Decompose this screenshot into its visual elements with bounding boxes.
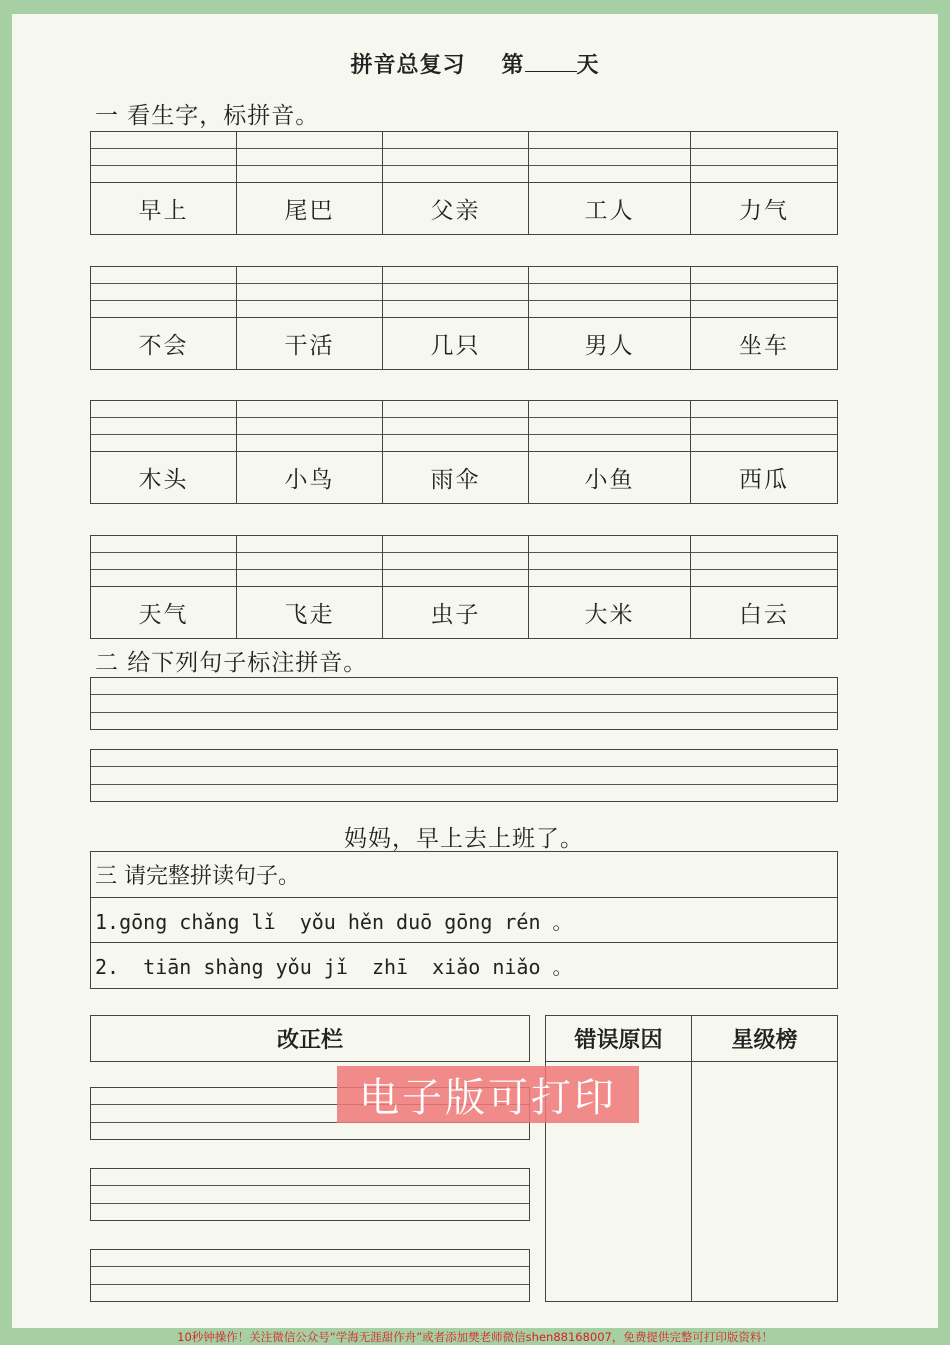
hanzi-word: 尾巴: [284, 198, 335, 224]
hanzi-word: 小鱼: [584, 467, 635, 493]
grid-cell[interactable]: [91, 132, 237, 234]
hanzi-word: 工人: [584, 198, 635, 224]
hanzi-word: 大米: [584, 602, 635, 628]
hanzi-word: 力气: [739, 198, 789, 224]
grid-cell[interactable]: [529, 536, 691, 638]
writing-lines-1[interactable]: [90, 677, 838, 730]
page-title: [0, 48, 950, 79]
grid-cell[interactable]: [691, 536, 837, 638]
grid-cell[interactable]: [91, 267, 237, 369]
grid-cell[interactable]: [529, 132, 691, 234]
section1-heading: 一 看生字，标拼音。: [95, 103, 320, 129]
correction-header: 改正栏: [90, 1015, 530, 1062]
pinyin-grid-2: [90, 266, 838, 370]
day-blank[interactable]: [525, 54, 577, 72]
hanzi-word: 天气: [138, 602, 189, 628]
section3-heading-row: [91, 852, 837, 898]
grid-cell[interactable]: [91, 401, 237, 503]
star-rating-header: 星级榜: [692, 1016, 837, 1062]
hanzi-word: 男人: [584, 333, 635, 359]
correction-lines-3[interactable]: [90, 1249, 530, 1302]
star-rating-column[interactable]: [692, 1016, 837, 1301]
hanzi-word: 坐车: [739, 333, 789, 359]
hanzi-word: 雨伞: [430, 467, 481, 493]
grid-cell[interactable]: [237, 401, 383, 503]
grid-cell[interactable]: [383, 267, 529, 369]
sentence-to-annotate: 妈妈，早上去上班了。: [344, 826, 584, 852]
grid-cell[interactable]: [383, 132, 529, 234]
correction-lines-2[interactable]: [90, 1168, 530, 1221]
hanzi-word: 西瓜: [739, 467, 789, 493]
hanzi-word: 白云: [739, 602, 789, 628]
title-day-suffix: 天: [576, 53, 600, 78]
pinyin-sentence-row: [91, 898, 837, 944]
hanzi-word: 小鸟: [284, 467, 335, 493]
hanzi-word: 干活: [284, 333, 335, 359]
writing-lines-2[interactable]: [90, 749, 838, 802]
hanzi-word: 木头: [138, 467, 189, 493]
grid-cell[interactable]: [237, 536, 383, 638]
printable-watermark: 电子版可打印: [337, 1066, 639, 1123]
grid-cell[interactable]: [383, 401, 529, 503]
grid-cell[interactable]: [691, 132, 837, 234]
pinyin-grid-4: [90, 535, 838, 639]
section3-heading: 三 请完整拼读句子。: [95, 863, 300, 889]
section3-box: [90, 851, 838, 989]
hanzi-word: 不会: [138, 333, 189, 359]
title-main: 拼音总复习: [350, 53, 466, 78]
grid-cell[interactable]: [691, 401, 837, 503]
error-reason-header: 错误原因: [546, 1016, 691, 1062]
grid-cell[interactable]: [91, 536, 237, 638]
pinyin-grid-1: [90, 131, 838, 235]
grid-cell[interactable]: [237, 267, 383, 369]
pinyin-sentence-row: [91, 943, 837, 988]
footer-promo: 10秒钟操作！关注微信公众号“学海无涯甜作舟”或者添加樊老师微信shen88168007，免费提供完整可打印版资料！: [177, 1330, 773, 1344]
pinyin-sentence-1: 1.gōng chǎng lǐ yǒu hěn duō gōng rén 。: [95, 909, 573, 934]
grid-cell[interactable]: [691, 267, 837, 369]
error-reason-column[interactable]: [546, 1016, 692, 1301]
review-table: [545, 1015, 838, 1302]
pinyin-sentence-2: 2. tiān shàng yǒu jǐ zhī xiǎo niǎo 。: [95, 955, 573, 980]
grid-cell[interactable]: [237, 132, 383, 234]
title-day-prefix: 第: [501, 53, 525, 78]
hanzi-word: 虫子: [430, 602, 481, 628]
hanzi-word: 早上: [138, 198, 189, 224]
hanzi-word: 几只: [430, 333, 481, 359]
grid-cell[interactable]: [529, 401, 691, 503]
grid-cell[interactable]: [383, 536, 529, 638]
section2-heading: 二 给下列句子标注拼音。: [95, 650, 368, 676]
hanzi-word: 飞走: [284, 602, 335, 628]
pinyin-grid-3: [90, 400, 838, 504]
grid-cell[interactable]: [529, 267, 691, 369]
hanzi-word: 父亲: [430, 198, 481, 224]
